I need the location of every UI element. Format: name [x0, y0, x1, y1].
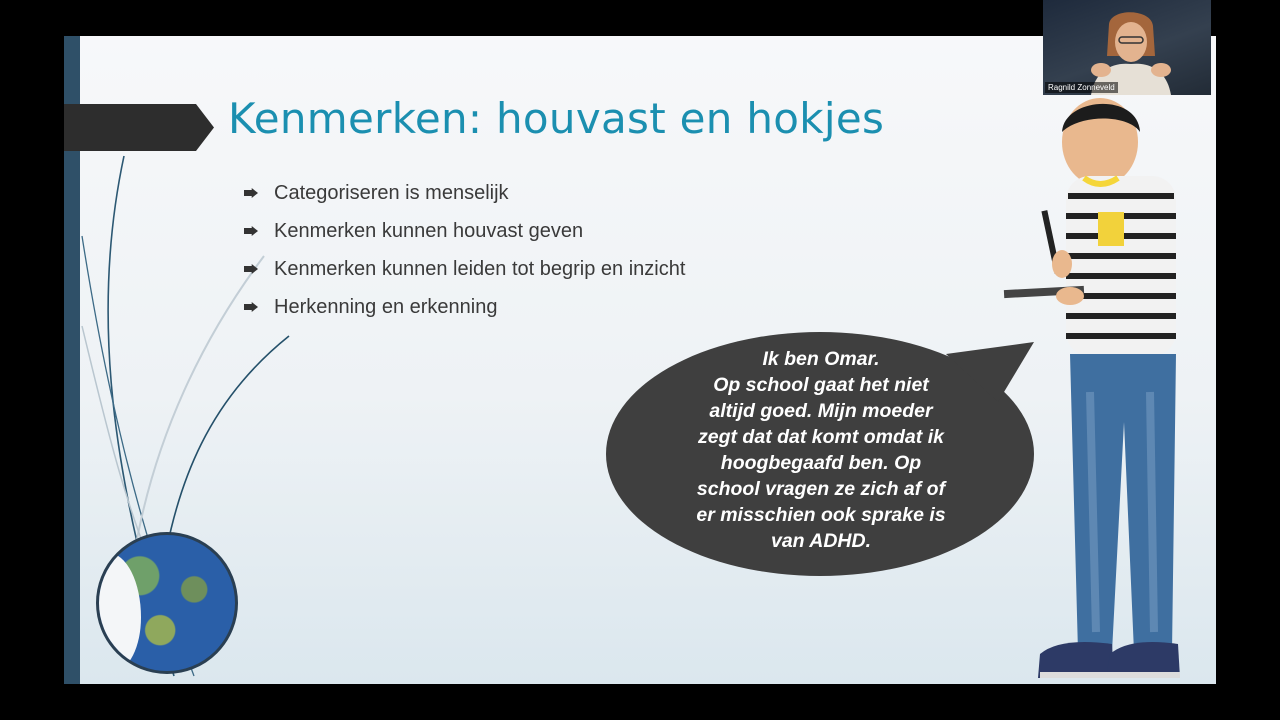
bullet-text: Kenmerken kunnen leiden tot begrip en inzicht: [274, 257, 686, 280]
arrow-bullet-icon: [244, 188, 258, 198]
bullet-text: Herkenning en erkenning: [274, 295, 498, 318]
bullet-item: [244, 250, 685, 288]
arrow-bullet-icon: [244, 226, 258, 236]
speech-line: Ik ben Omar.: [762, 348, 880, 370]
bullet-list: [244, 174, 685, 326]
participant-name-label: Ragnild Zonneveld: [1045, 82, 1118, 93]
speech-line: zegt dat dat komt omdat ik: [698, 426, 944, 448]
presentation-slide: [64, 36, 1216, 684]
speech-line: Op school gaat het niet: [713, 374, 929, 396]
arrow-bullet-icon: [244, 264, 258, 274]
speech-line: school vragen ze zich af of: [696, 478, 946, 500]
face-silhouette: [96, 553, 141, 671]
bullet-item: [244, 174, 685, 212]
bullet-text: Categoriseren is menselijk: [274, 181, 509, 204]
title-arrow-shape: [64, 104, 214, 151]
bullet-item: [244, 212, 685, 250]
bullet-text: Kenmerken kunnen houvast geven: [274, 219, 584, 242]
webcam-thumbnail[interactable]: [1043, 0, 1211, 95]
globe-logo-icon: [96, 532, 238, 674]
boy-illustration: [1000, 92, 1200, 682]
slide-title: Kenmerken: houvast en hokjes: [228, 94, 885, 143]
speech-line: altijd goed. Mijn moeder: [709, 400, 933, 422]
speech-line: van ADHD.: [770, 530, 872, 552]
speech-line: er misschien ook sprake is: [696, 504, 946, 526]
speech-line: hoogbegaafd ben. Op: [720, 452, 922, 474]
bullet-item: [244, 288, 685, 326]
speech-text: [668, 346, 974, 554]
arrow-bullet-icon: [244, 302, 258, 312]
speech-bubble: [606, 324, 1038, 578]
